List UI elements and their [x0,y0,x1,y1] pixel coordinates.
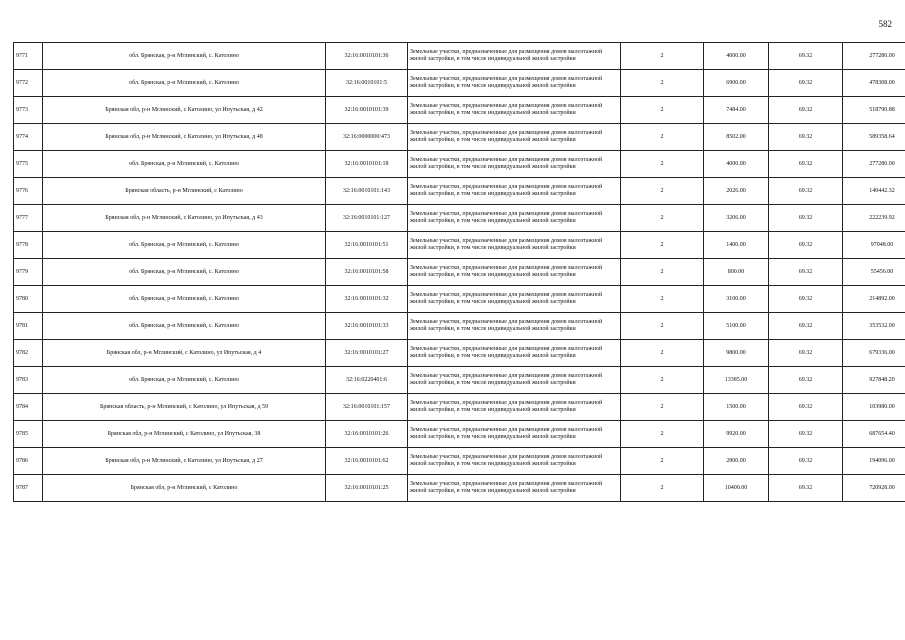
table-row [14,394,905,421]
cadastral-value-cell: 140442.32 [843,178,905,205]
table-row [14,259,905,286]
row-number-cell: 9772 [14,70,43,97]
category-cell: 2 [621,70,704,97]
permitted-use-cell: Земельные участки, предназначенные для размещения домов малоэтажной жилой застройки, в том числе индивидуальной жилой застройки [408,259,621,286]
cadastral-value-cell: 353532.00 [843,313,905,340]
cadastral-value-cell: 720928.00 [843,475,905,502]
category-cell: 2 [621,286,704,313]
table-row [14,70,905,97]
address-cell: обл. Брянская, р-н Мглинский, с. Католино [43,43,326,70]
row-number-cell: 9771 [14,43,43,70]
address-cell: Брянская обл, р-н Мглинский, с Католино, ул Ипутьская, д 4 [43,340,326,367]
area-cell: 2026.00 [704,178,769,205]
table-row [14,205,905,232]
area-cell: 5100.00 [704,313,769,340]
row-number-cell: 9782 [14,340,43,367]
address-cell: обл. Брянская, р-н Мглинский, с. Католино [43,70,326,97]
address-cell: обл. Брянская, р-н Мглинский, с. Католино [43,313,326,340]
area-cell: 800.00 [704,259,769,286]
cadastral-value-cell: 277280.00 [843,43,905,70]
cadastral-number-cell: 32:16:0010101:25 [326,475,408,502]
category-cell: 2 [621,394,704,421]
permitted-use-cell: Земельные участки, предназначенные для размещения домов малоэтажной жилой застройки, в том числе индивидуальной жилой застройки [408,151,621,178]
area-cell: 1400.00 [704,232,769,259]
category-cell: 2 [621,43,704,70]
row-number-cell: 9786 [14,448,43,475]
category-cell: 2 [621,259,704,286]
category-cell: 2 [621,178,704,205]
area-cell: 10400.00 [704,475,769,502]
permitted-use-cell: Земельные участки, предназначенные для размещения домов малоэтажной жилой застройки, в том числе индивидуальной жилой застройки [408,367,621,394]
cadastral-number-cell: 32:16:0220401:6 [326,367,408,394]
cadastral-number-cell: 32:16:0010101:18 [326,151,408,178]
cadastral-value-cell: 679336.00 [843,340,905,367]
row-number-cell: 9776 [14,178,43,205]
category-cell: 2 [621,151,704,178]
cadastral-number-cell: 32:16:0010101:39 [326,97,408,124]
rate-cell: 69.32 [769,286,843,313]
cadastral-value-cell: 927848.20 [843,367,905,394]
category-cell: 2 [621,367,704,394]
cadastral-number-cell: 32:16:0010101:36 [326,43,408,70]
rate-cell: 69.32 [769,232,843,259]
area-cell: 13385.00 [704,367,769,394]
address-cell: Брянская обл, р-н Мглинский, с Католино, ул Ипутьская, д 27 [43,448,326,475]
cadastral-value-cell: 478308.00 [843,70,905,97]
address-cell: Брянская обл, р-н Мглинский, с Католино, ул Ипутьская, д 43 [43,205,326,232]
area-cell: 9800.00 [704,340,769,367]
cadastral-number-cell: 32:16:0010101:51 [326,232,408,259]
permitted-use-cell: Земельные участки, предназначенные для размещения домов малоэтажной жилой застройки, в том числе индивидуальной жилой застройки [408,340,621,367]
rate-cell: 69.32 [769,367,843,394]
row-number-cell: 9785 [14,421,43,448]
cadastral-value-cell: 589358.64 [843,124,905,151]
table-row [14,43,905,70]
area-cell: 4000.00 [704,151,769,178]
address-cell: Брянская область, р-н Мглинский, с Католино, ул Ипутьская, д 59 [43,394,326,421]
row-number-cell: 9777 [14,205,43,232]
row-number-cell: 9784 [14,394,43,421]
cadastral-number-cell: 32:16:0010101:33 [326,313,408,340]
row-number-cell: 9775 [14,151,43,178]
area-cell: 3206.00 [704,205,769,232]
category-cell: 2 [621,475,704,502]
address-cell: Брянская область, р-н Мглинский, с Католино [43,178,326,205]
rate-cell: 69.32 [769,340,843,367]
category-cell: 2 [621,313,704,340]
cadastral-value-cell: 103980.00 [843,394,905,421]
table-row [14,448,905,475]
permitted-use-cell: Земельные участки, предназначенные для размещения домов малоэтажной жилой застройки, в том числе индивидуальной жилой застройки [408,232,621,259]
address-cell: обл. Брянская, р-н Мглинский, с. Католино [43,151,326,178]
cadastral-number-cell: 32:16:0010101:27 [326,340,408,367]
row-number-cell: 9787 [14,475,43,502]
cadastral-number-cell: 32:16:0010101:58 [326,259,408,286]
row-number-cell: 9780 [14,286,43,313]
registry-table-body [14,43,905,502]
address-cell: обл. Брянская, р-н Мглинский, с. Католино [43,259,326,286]
permitted-use-cell: Земельные участки, предназначенные для размещения домов малоэтажной жилой застройки, в том числе индивидуальной жилой застройки [408,70,621,97]
permitted-use-cell: Земельные участки, предназначенные для размещения домов малоэтажной жилой застройки, в том числе индивидуальной жилой застройки [408,97,621,124]
permitted-use-cell: Земельные участки, предназначенные для размещения домов малоэтажной жилой застройки, в том числе индивидуальной жилой застройки [408,178,621,205]
row-number-cell: 9779 [14,259,43,286]
area-cell: 1500.00 [704,394,769,421]
cadastral-value-cell: 214892.00 [843,286,905,313]
rate-cell: 69.32 [769,70,843,97]
table-row [14,286,905,313]
category-cell: 2 [621,205,704,232]
cadastral-value-cell: 55456.00 [843,259,905,286]
area-cell: 9920.00 [704,421,769,448]
category-cell: 2 [621,340,704,367]
table-row [14,151,905,178]
page-number: 582 [878,19,892,29]
area-cell: 4000.00 [704,43,769,70]
area-cell: 7484.00 [704,97,769,124]
rate-cell: 69.32 [769,475,843,502]
cadastral-value-cell: 277280.00 [843,151,905,178]
permitted-use-cell: Земельные участки, предназначенные для размещения домов малоэтажной жилой застройки, в том числе индивидуальной жилой застройки [408,475,621,502]
rate-cell: 69.32 [769,448,843,475]
row-number-cell: 9774 [14,124,43,151]
cadastral-number-cell: 32:16:0010101:26 [326,421,408,448]
area-cell: 2800.00 [704,448,769,475]
address-cell: обл. Брянская, р-н Мглинский, с. Католино [43,286,326,313]
table-row [14,475,905,502]
rate-cell: 69.32 [769,124,843,151]
table-row [14,178,905,205]
category-cell: 2 [621,421,704,448]
table-row [14,340,905,367]
address-cell: Брянская обл, р-н Мглинский, с Католино, ул Ипутьская, д 48 [43,124,326,151]
permitted-use-cell: Земельные участки, предназначенные для размещения домов малоэтажной жилой застройки, в том числе индивидуальной жилой застройки [408,124,621,151]
cadastral-number-cell: 32:16:0010101:32 [326,286,408,313]
cadastral-number-cell: 32:16:0010101:127 [326,205,408,232]
address-cell: обл. Брянская, р-н Мглинский, с. Католино [43,367,326,394]
permitted-use-cell: Земельные участки, предназначенные для размещения домов малоэтажной жилой застройки, в том числе индивидуальной жилой застройки [408,394,621,421]
cadastral-value-cell: 194096.00 [843,448,905,475]
rate-cell: 69.32 [769,151,843,178]
area-cell: 8502.00 [704,124,769,151]
rate-cell: 69.32 [769,205,843,232]
cadastral-number-cell: 32:16:0010101:143 [326,178,408,205]
address-cell: Брянская обл, р-н Мглинский, с Католино, ул Ипутьская, 38 [43,421,326,448]
cadastral-value-cell: 97048.00 [843,232,905,259]
cadastral-number-cell: 32:16:0010101:62 [326,448,408,475]
row-number-cell: 9783 [14,367,43,394]
cadastral-value-cell: 222239.92 [843,205,905,232]
category-cell: 2 [621,448,704,475]
cadastral-value-cell: 687654.40 [843,421,905,448]
area-cell: 6900.00 [704,70,769,97]
rate-cell: 69.32 [769,97,843,124]
row-number-cell: 9781 [14,313,43,340]
table-row [14,313,905,340]
table-row [14,367,905,394]
table-row [14,232,905,259]
permitted-use-cell: Земельные участки, предназначенные для размещения домов малоэтажной жилой застройки, в том числе индивидуальной жилой застройки [408,205,621,232]
rate-cell: 69.32 [769,259,843,286]
category-cell: 2 [621,232,704,259]
cadastral-number-cell: 32:16:0010101:5 [326,70,408,97]
permitted-use-cell: Земельные участки, предназначенные для размещения домов малоэтажной жилой застройки, в том числе индивидуальной жилой застройки [408,313,621,340]
rate-cell: 69.32 [769,421,843,448]
rate-cell: 69.32 [769,394,843,421]
permitted-use-cell: Земельные участки, предназначенные для размещения домов малоэтажной жилой застройки, в том числе индивидуальной жилой застройки [408,43,621,70]
rate-cell: 69.32 [769,43,843,70]
row-number-cell: 9773 [14,97,43,124]
table-row [14,124,905,151]
cadastral-number-cell: 32:16:0000000:473 [326,124,408,151]
table-row [14,97,905,124]
category-cell: 2 [621,97,704,124]
permitted-use-cell: Земельные участки, предназначенные для размещения домов малоэтажной жилой застройки, в том числе индивидуальной жилой застройки [408,421,621,448]
address-cell: Брянская обл, р-н Мглинский, с Католино, ул Ипутьская, д 42 [43,97,326,124]
area-cell: 3100.00 [704,286,769,313]
land-registry-table [13,42,905,502]
cadastral-number-cell: 32:16:0010101:157 [326,394,408,421]
permitted-use-cell: Земельные участки, предназначенные для размещения домов малоэтажной жилой застройки, в том числе индивидуальной жилой застройки [408,286,621,313]
rate-cell: 69.32 [769,313,843,340]
cadastral-value-cell: 518790.88 [843,97,905,124]
category-cell: 2 [621,124,704,151]
rate-cell: 69.32 [769,178,843,205]
table-row [14,421,905,448]
row-number-cell: 9778 [14,232,43,259]
address-cell: обл. Брянская, р-н Мглинский, с. Католино [43,232,326,259]
address-cell: Брянская обл, р-н Мглинский, с Католино [43,475,326,502]
permitted-use-cell: Земельные участки, предназначенные для размещения домов малоэтажной жилой застройки, в том числе индивидуальной жилой застройки [408,448,621,475]
